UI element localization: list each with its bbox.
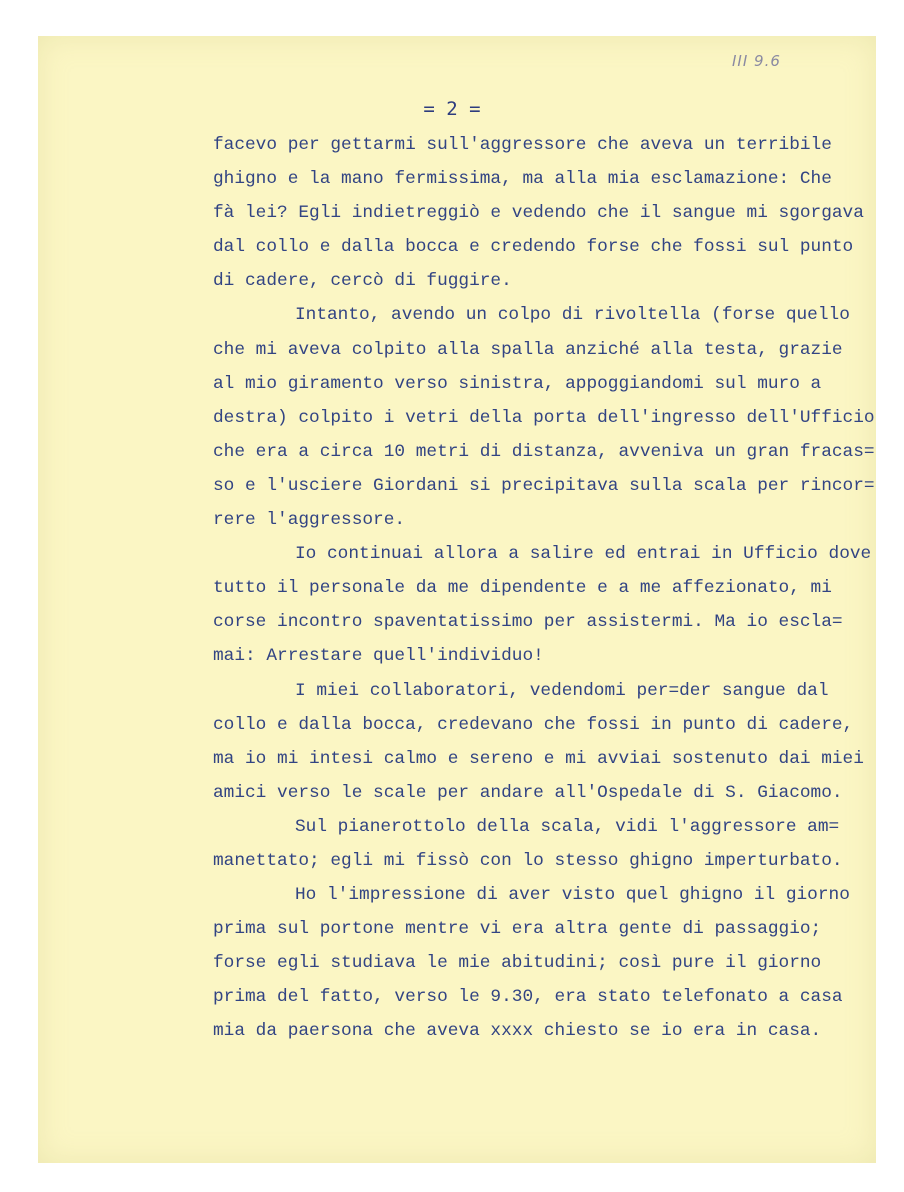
text-line: al mio giramento verso sinistra, appoggiandomi sul muro a <box>213 373 822 394</box>
text-line: manettato; egli mi fissò con lo stesso ghigno imperturbato. <box>213 850 843 871</box>
text-line: forse egli studiava le mie abitudini; così pure il giorno <box>213 953 822 974</box>
text-line: Io continuai allora a salire ed entrai in Ufficio dove <box>295 544 872 565</box>
text-line: di cadere, cercò di fuggire. <box>213 271 512 292</box>
paragraph <box>213 810 853 878</box>
text-line: so e l'usciere Giordani si precipitava sulla scala per rincor= <box>213 475 875 496</box>
text-line: dal collo e dalla bocca e credendo forse che fossi sul punto <box>213 237 854 258</box>
text-line: corse incontro spaventatissimo per assistermi. Ma io escla= <box>213 612 843 633</box>
paragraph <box>213 537 872 673</box>
text-line: ma io mi intesi calmo e sereno e mi avviai sostenuto dai miei <box>213 748 864 769</box>
paragraph <box>213 878 853 1048</box>
text-line: prima sul portone mentre vi era altra gente di passaggio; <box>213 919 822 940</box>
text-line: tutto il personale da me dipendente e a me affezionato, mi <box>213 578 832 599</box>
text-line: collo e dalla bocca, credevano che fossi in punto di cadere, <box>213 714 854 735</box>
paragraph <box>213 128 864 298</box>
text-line: Sul pianerottolo della scala, vidi l'aggressore am= <box>295 816 840 837</box>
text-line: Ho l'impressione di aver visto quel ghigno il giorno <box>295 885 850 906</box>
text-line: mia da paersona che aveva xxxx chiesto se io era in casa. <box>213 1021 822 1042</box>
text-line: amici verso le scale per andare all'Ospedale di S. Giacomo. <box>213 782 843 803</box>
paragraph <box>213 674 864 810</box>
text-line: facevo per gettarmi sull'aggressore che aveva un terribile <box>213 135 832 155</box>
document-body <box>213 128 875 1049</box>
text-line: destra) colpito i vetri della porta dell'ingresso dell'Ufficio <box>213 407 875 428</box>
text-line: fà lei? Egli indietreggiò e vedendo che il sangue mi sgorgava <box>213 203 864 224</box>
text-line: che mi aveva colpito alla spalla anziché alla testa, grazie <box>213 339 843 360</box>
page-number: = 2 = <box>423 98 481 120</box>
archive-reference-mark: III 9.6 <box>732 52 781 70</box>
text-line: rere l'aggressore. <box>213 510 406 531</box>
text-line: che era a circa 10 metri di distanza, avveniva un gran fracas= <box>213 441 875 462</box>
text-line: mai: Arrestare quell'individuo! <box>213 646 544 667</box>
text-line: Intanto, avendo un colpo di rivoltella (forse quello <box>295 305 850 326</box>
text-line: I miei collaboratori, vedendomi per=der sangue dal <box>295 680 829 701</box>
paragraph <box>213 298 875 537</box>
text-line: prima del fatto, verso le 9.30, era stato telefonato a casa <box>213 987 843 1008</box>
text-line: ghigno e la mano fermissima, ma alla mia esclamazione: Che <box>213 169 832 190</box>
